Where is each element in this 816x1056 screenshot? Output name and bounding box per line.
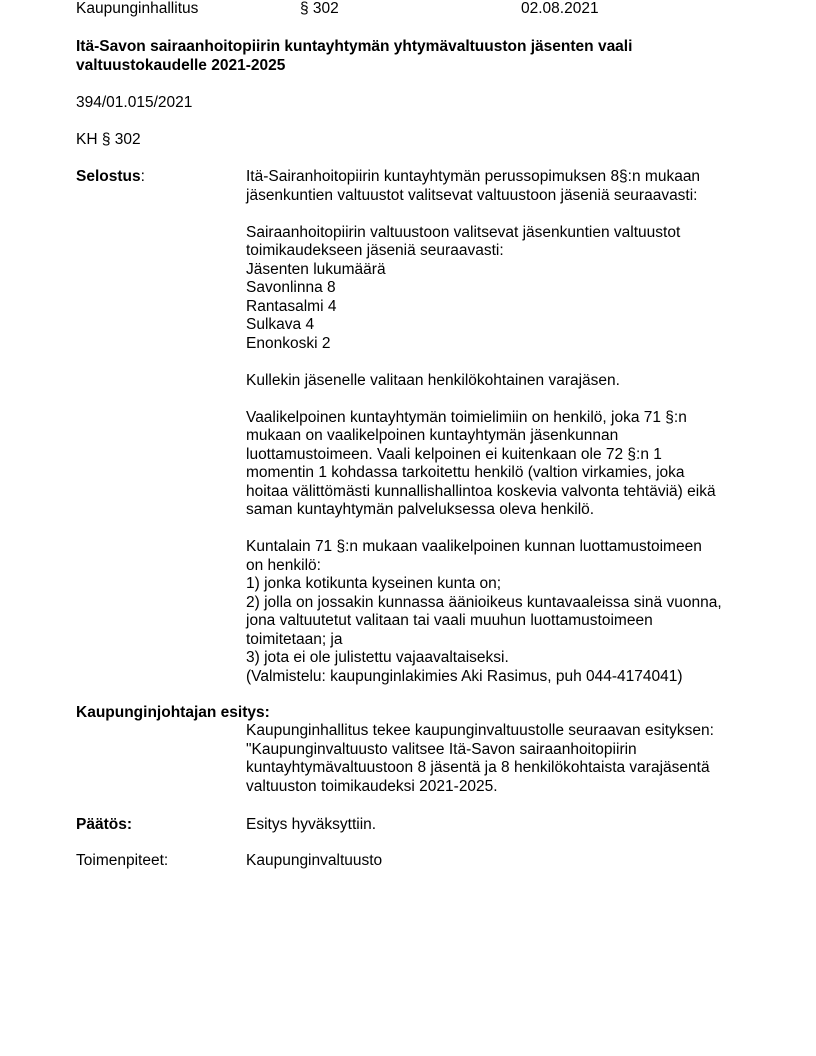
member-enonkoski: Enonkoski 2 xyxy=(246,334,331,352)
toimenpiteet-text: Kaupunginvaltuusto xyxy=(246,852,383,869)
text-line: luottamustoimeen. Vaali kelpoinen ei kuitenkaan ole 72 §:n 1 xyxy=(246,445,662,463)
text-line: jäsenkuntien valtuustot valitsevat valtuustoon jäseniä seuraavasti: xyxy=(246,186,698,204)
member-rantasalmi: Rantasalmi 4 xyxy=(246,297,337,315)
text-line: 1) jonka kotikunta kyseinen kunta on; xyxy=(246,575,502,592)
selostus-paragraph xyxy=(246,409,722,520)
text-line: Kuntalain 71 §:n mukaan vaalikelpoinen kunnan luottamustoimeen xyxy=(246,538,702,555)
text-line: toimitetaan; ja xyxy=(246,630,343,648)
text-line: momentin 1 kohdassa tarkoitettu henkilö (valtion virkamies, joka xyxy=(246,464,685,481)
selostus-paragraph xyxy=(246,372,722,391)
text-line: 3) jota ei ole julistettu vajaavaltaiseksi. xyxy=(246,649,509,666)
document-title-line2: valtuustokaudelle 2021-2025 xyxy=(76,57,286,74)
text-line: Vaalikelpoinen kuntayhtymän toimielimiin on henkilö, joka 71 §:n xyxy=(246,408,687,426)
header-date: 02.08.2021 xyxy=(521,0,599,17)
text-line: saman kuntayhtymän palveluksessa oleva henkilö. xyxy=(246,501,595,518)
selostus-body xyxy=(246,168,722,686)
header-section-number: § 302 xyxy=(300,0,339,17)
esitys-body xyxy=(246,722,714,796)
members-count-heading: Jäsenten lukumäärä xyxy=(246,260,386,278)
text-line: kuntayhtymävaltuustoon 8 jäsentä ja 8 henkilökohtaista varajäsentä xyxy=(246,759,710,776)
text-line: mukaan on vaalikelpoinen kuntayhtymän jäsenkunnan xyxy=(246,427,619,444)
preparer-note: (Valmistelu: kaupunginlakimies Aki Rasimus, puh 044-4174041) xyxy=(246,667,683,685)
header-body: Kaupunginhallitus xyxy=(76,0,199,17)
text-line: Kullekin jäsenelle valitaan henkilökohtainen varajäsen. xyxy=(246,371,620,389)
text-line: Kaupunginhallitus tekee kaupunginvaltuustolle seuraavan esityksen: xyxy=(246,722,714,739)
kh-section-ref: KH § 302 xyxy=(76,131,141,148)
toimenpiteet-label: Toimenpiteet: xyxy=(76,852,169,869)
paatos-label: Päätös: xyxy=(76,816,132,833)
text-line: 2) jolla on jossakin kunnassa äänioikeus kuntavaaleissa sinä vuonna, xyxy=(246,593,722,611)
document-title-line1: Itä-Savon sairaanhoitopiirin kuntayhtymän yhtymävaltuuston jäsenten vaali xyxy=(76,38,633,55)
selostus-paragraph xyxy=(246,168,722,205)
text-line: valtuuston toimikaudeksi 2021-2025. xyxy=(246,777,498,795)
text-line: toimikaudekseen jäseniä seuraavasti: xyxy=(246,242,504,259)
selostus-label xyxy=(76,168,145,187)
paatos-text: Esitys hyväksyttiin. xyxy=(246,816,377,833)
text-line: Sairaanhoitopiirin valtuustoon valitsevat jäsenkuntien valtuustot xyxy=(246,223,681,241)
text-line: Itä-Sairanhoitopiirin kuntayhtymän perussopimuksen 8§:n mukaan xyxy=(246,168,701,185)
text-line: on henkilö: xyxy=(246,556,321,574)
text-line: jona valtuutetut valitaan tai vaali muuhun luottamustoimeen xyxy=(246,612,653,629)
text-line: hoitaa välittömästi kunnallishallintoa koskevia valvonta tehtäviä) eikä xyxy=(246,482,716,500)
selostus-paragraph xyxy=(246,538,722,686)
member-savonlinna: Savonlinna 8 xyxy=(246,279,336,296)
selostus-paragraph xyxy=(246,224,722,354)
reference-number: 394/01.015/2021 xyxy=(76,94,193,111)
selostus-label-colon: : xyxy=(140,168,145,185)
member-sulkava: Sulkava 4 xyxy=(246,316,315,333)
esitys-label: Kaupunginjohtajan esitys: xyxy=(76,704,270,721)
text-line: "Kaupunginvaltuusto valitsee Itä-Savon sairaanhoitopiirin xyxy=(246,740,637,758)
selostus-label-text: Selostus xyxy=(76,168,141,185)
